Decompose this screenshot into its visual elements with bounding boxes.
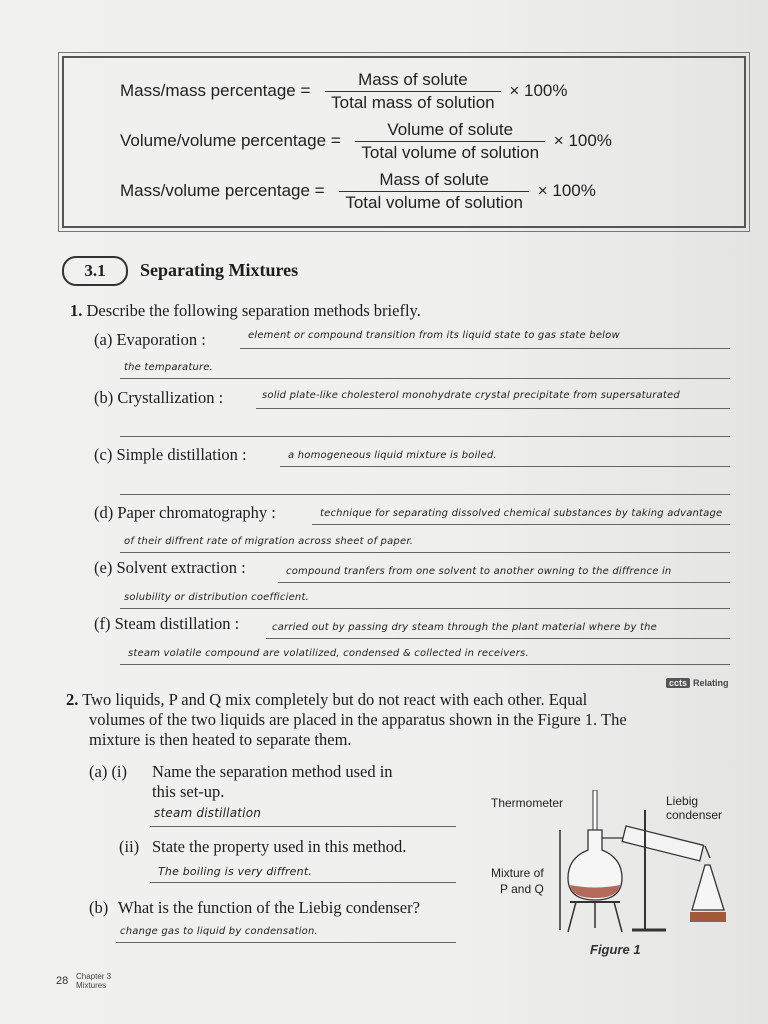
q2-a-ii-question: State the property used in this method. bbox=[152, 837, 407, 856]
formula-suffix: × 100% bbox=[509, 80, 568, 100]
q1-item-d-answer-cont[interactable]: of their diffrent rate of migration across sheet of paper. bbox=[124, 536, 414, 547]
q2-a-i-answer[interactable]: steam distillation bbox=[154, 806, 262, 820]
q1-item-b-label: (b) Crystallization : bbox=[94, 388, 224, 407]
formula-numerator: Mass of solute bbox=[339, 170, 529, 192]
answer-line bbox=[120, 378, 730, 379]
q1-item-d-answer[interactable]: technique for separating dissolved chemical substances by taking advantage bbox=[320, 508, 723, 519]
answer-line bbox=[120, 552, 730, 553]
answer-line bbox=[266, 638, 730, 639]
q2-a-i-label: (a) (i) bbox=[89, 762, 128, 781]
answer-line bbox=[150, 882, 456, 883]
q2-b-question: What is the function of the Liebig condenser? bbox=[118, 898, 420, 917]
q1-item-e-answer-cont[interactable]: solubility or distribution coefficient. bbox=[124, 592, 309, 603]
question-number: 1. bbox=[70, 301, 83, 320]
answer-line bbox=[280, 466, 730, 467]
answer-line bbox=[240, 348, 730, 349]
q1-item-e-answer[interactable]: compound tranfers from one solvent to another owning to the diffrence in bbox=[286, 566, 672, 577]
answer-line bbox=[150, 826, 456, 827]
formula-suffix: × 100% bbox=[553, 130, 612, 150]
q1-item-d-label: (d) Paper chromatography : bbox=[94, 503, 276, 522]
q1-item-c-label: (c) Simple distillation : bbox=[94, 445, 247, 464]
answer-line bbox=[120, 664, 730, 665]
chapter-topic: Mixtures bbox=[76, 981, 107, 990]
question-1 bbox=[70, 301, 421, 321]
q1-item-f-label: (f) Steam distillation : bbox=[94, 614, 240, 633]
formula-label: Mass/volume percentage = bbox=[120, 180, 325, 200]
q2-b-answer[interactable]: change gas to liquid by condensation. bbox=[120, 926, 318, 937]
mixture-label-line2: P and Q bbox=[500, 882, 544, 896]
question-number: 2. bbox=[66, 690, 79, 709]
question-text-line: mixture is then heated to separate them. bbox=[89, 730, 352, 749]
badge-text: Relating bbox=[693, 678, 729, 688]
q2-a-ii-label: (ii) bbox=[119, 837, 140, 856]
answer-line bbox=[120, 436, 730, 437]
section-number-badge: 3.1 bbox=[62, 256, 128, 286]
q2-a-i-question-cont: this set-up. bbox=[152, 782, 225, 801]
receiving-flask bbox=[692, 865, 724, 910]
footer-chapter bbox=[76, 972, 111, 990]
condenser-label-line1: Liebig bbox=[666, 794, 699, 808]
question-prompt: Describe the following separation methods briefly. bbox=[86, 301, 421, 320]
answer-line bbox=[278, 582, 730, 583]
q1-item-f-answer-cont[interactable]: steam volatile compound are volatilized, condensed & collected in receivers. bbox=[128, 648, 529, 659]
q2-b-label: (b) bbox=[89, 898, 109, 917]
chapter-label: Chapter 3 bbox=[76, 972, 112, 981]
formula-suffix: × 100% bbox=[537, 180, 596, 200]
formula-mass-volume bbox=[120, 170, 596, 213]
q1-item-c-answer[interactable]: a homogeneous liquid mixture is boiled. bbox=[288, 450, 497, 461]
thermometer-label: Thermometer bbox=[491, 796, 564, 810]
answer-line bbox=[120, 494, 730, 495]
answer-line bbox=[256, 408, 730, 409]
formula-denominator: Total mass of solution bbox=[331, 93, 495, 112]
question-text-line: Two liquids, P and Q mix completely but do not react with each other. Equal bbox=[82, 690, 588, 709]
answer-line bbox=[312, 524, 730, 525]
q1-item-a-answer-cont[interactable]: the temparature. bbox=[124, 362, 214, 373]
wooden-block bbox=[690, 912, 726, 922]
liebig-condenser bbox=[622, 826, 703, 861]
formula-mass-mass bbox=[120, 70, 567, 113]
section-title: Separating Mixtures bbox=[140, 260, 299, 280]
formula-numerator: Mass of solute bbox=[325, 70, 500, 92]
q1-item-e-label: (e) Solvent extraction : bbox=[94, 558, 246, 577]
figure-caption: Figure 1 bbox=[590, 942, 641, 957]
formula-denominator: Total volume of solution bbox=[361, 143, 540, 162]
q1-item-b-answer[interactable]: solid plate-like cholesterol monohydrate crystal precipitate from supersaturated bbox=[262, 390, 680, 401]
q1-item-f-answer[interactable]: carried out by passing dry steam through the plant material where by the bbox=[272, 622, 657, 633]
q1-item-a-label: (a) Evaporation : bbox=[94, 330, 206, 349]
formula-denominator: Total volume of solution bbox=[345, 193, 523, 212]
formula-label: Mass/mass percentage = bbox=[120, 80, 311, 100]
formula-label: Volume/volume percentage = bbox=[120, 130, 341, 150]
question-text-line: volumes of the two liquids are placed in the apparatus shown in the Figure 1. The bbox=[89, 710, 627, 729]
formula-volume-volume bbox=[120, 120, 612, 163]
q2-a-i-question: Name the separation method used in bbox=[152, 762, 393, 781]
relating-badge bbox=[666, 678, 729, 688]
formula-box bbox=[62, 56, 746, 228]
mixture-label-line1: Mixture of bbox=[491, 866, 544, 880]
formula-numerator: Volume of solute bbox=[355, 120, 545, 142]
q1-item-a-answer[interactable]: element or compound transition from its liquid state to gas state below bbox=[248, 330, 620, 341]
condenser-label-line2: condenser bbox=[666, 808, 723, 822]
ccts-logo: ccts bbox=[666, 678, 690, 688]
q2-a-ii-answer[interactable]: The boiling is very diffrent. bbox=[158, 865, 313, 878]
question-2 bbox=[66, 690, 587, 710]
page-number: 28 bbox=[56, 975, 69, 987]
answer-line bbox=[120, 608, 730, 609]
answer-line bbox=[116, 942, 456, 943]
